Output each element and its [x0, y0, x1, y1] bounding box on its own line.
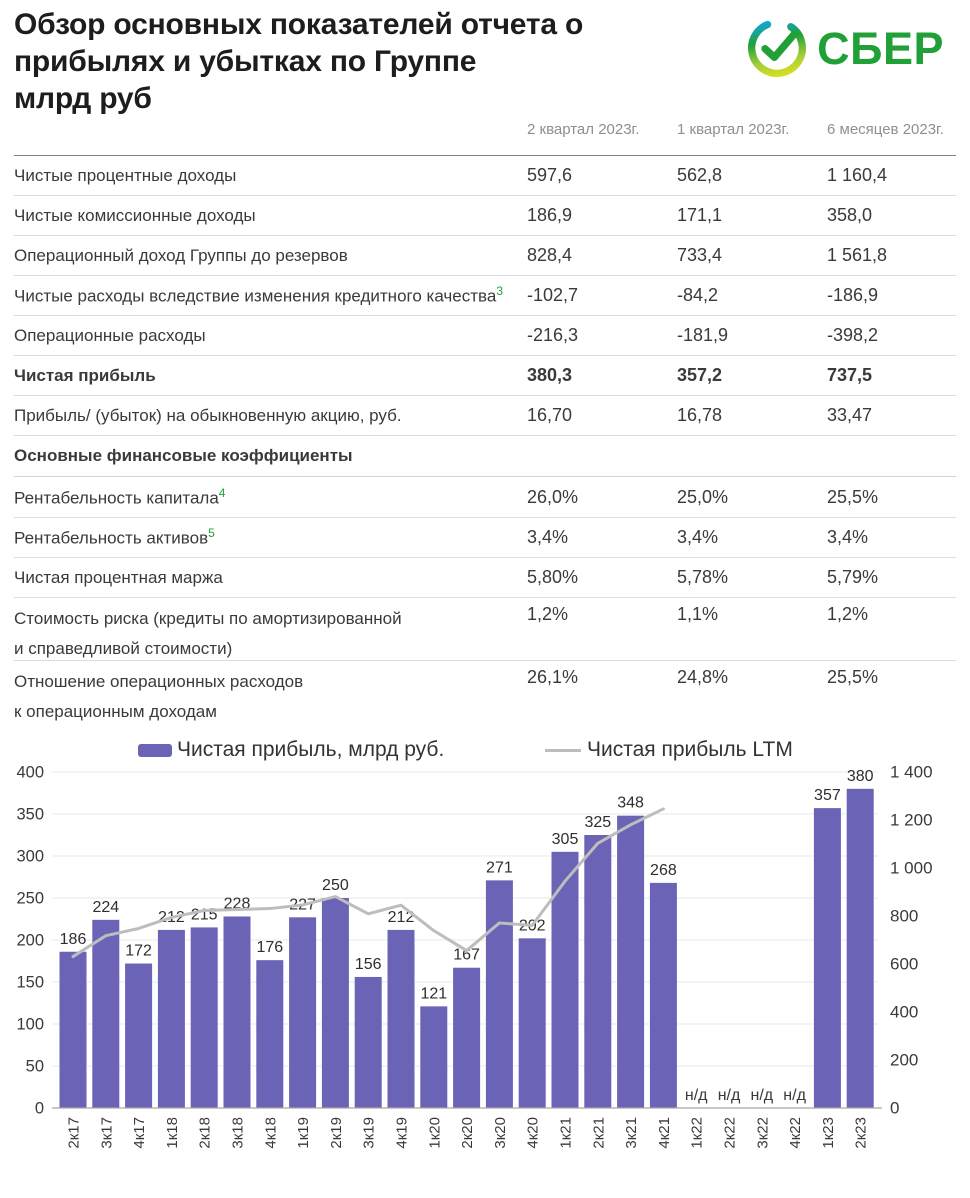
- footnote-marker: 5: [208, 526, 215, 541]
- x-axis-tick-label: 1к21: [557, 1117, 575, 1149]
- bar-value-label: 212: [387, 908, 415, 926]
- x-axis-tick-label: 2к20: [459, 1117, 477, 1149]
- bar: [847, 789, 874, 1108]
- row-label-text: Операционный доход Группы до резервов: [14, 245, 348, 265]
- x-axis-tick-label: 1к19: [295, 1117, 313, 1149]
- x-axis-tick-label: 1к20: [426, 1117, 444, 1149]
- cell-value-col1: 1,2%: [527, 604, 569, 624]
- bar-value-label: 325: [584, 814, 612, 831]
- legend-item-net-profit: [138, 738, 444, 762]
- row-label-text: Чистая процентная маржа: [14, 567, 223, 587]
- bar-value-label: 202: [518, 917, 546, 935]
- cell-value-col1: 828,4: [527, 245, 573, 265]
- x-axis-tick-label: 2к19: [327, 1117, 345, 1149]
- row-label-line1: Стоимость риска (кредиты по амортизированной: [14, 609, 402, 628]
- right-axis-tick-label: 400: [890, 1002, 919, 1022]
- cell-value-col1: 26,1%: [527, 667, 579, 687]
- bar-value-label: 228: [223, 895, 251, 913]
- bar-value-label: 348: [617, 794, 644, 812]
- legend-label-ltm: Чистая прибыль LTM: [587, 738, 793, 761]
- x-axis-tick-label: 4к21: [655, 1117, 673, 1149]
- x-axis-tick-label: 3к22: [754, 1117, 772, 1149]
- bar: [650, 883, 677, 1108]
- bar: [289, 917, 316, 1108]
- cell-value-col1: 186,9: [527, 205, 573, 225]
- bar: [388, 930, 415, 1108]
- bar-value-label: 167: [453, 946, 480, 964]
- bar-value-label: 176: [256, 939, 284, 957]
- cell-value-col2: 24,8%: [677, 667, 729, 687]
- line-swatch-icon: [545, 749, 581, 752]
- x-axis-tick-label: 4к19: [393, 1117, 411, 1149]
- legend-item-ltm: [545, 738, 793, 762]
- table-row: [14, 558, 956, 598]
- row-label: [14, 246, 527, 266]
- cell-value-col1: 16,70: [527, 405, 573, 425]
- page-title-line2: прибылях и убытках по Группе: [14, 45, 477, 78]
- row-label-text: Чистые комиссионные доходы: [14, 205, 256, 225]
- cell-value-col2: 357,2: [677, 365, 723, 385]
- right-axis-tick-label: 1 000: [890, 858, 933, 878]
- row-label: [14, 284, 527, 307]
- cell-value-col1: 3,4%: [527, 527, 569, 547]
- row-label: [14, 598, 527, 664]
- left-axis-tick-label: 100: [16, 1015, 44, 1034]
- footnote-marker: 4: [218, 486, 226, 501]
- cell-value-col1: 26,0%: [527, 487, 579, 507]
- cell-value-col2: 171,1: [677, 205, 723, 225]
- row-label-text: Чистые расходы вследствие изменения кредитного качества: [14, 286, 497, 306]
- x-axis-tick-label: 4к20: [524, 1117, 542, 1149]
- x-axis-tick-label: 2к21: [590, 1117, 608, 1149]
- sber-check-icon: [745, 16, 809, 80]
- bar-value-label: 121: [420, 985, 448, 1003]
- cell-value-col2: -181,9: [677, 325, 729, 345]
- row-label: [14, 326, 527, 346]
- cell-value-col3: 25,5%: [827, 667, 879, 687]
- cell-value-col3: 737,5: [827, 365, 873, 385]
- bar: [191, 927, 218, 1108]
- cell-value-col3: 3,4%: [827, 527, 869, 547]
- left-axis-tick-label: 200: [16, 931, 44, 950]
- chart-canvas: [0, 760, 970, 1198]
- left-axis-tick-label: 0: [34, 1099, 44, 1118]
- x-axis-tick-label: 2к22: [721, 1117, 739, 1149]
- cell-value-col2: 562,8: [677, 165, 723, 185]
- cell-value-col2: 16,78: [677, 405, 723, 425]
- page-title-line1: Обзор основных показателей отчета о: [14, 8, 584, 41]
- no-data-label: н/д: [717, 1087, 741, 1104]
- bar-value-label: 172: [125, 942, 152, 960]
- bar: [552, 852, 579, 1108]
- left-axis-tick-label: 400: [16, 763, 44, 782]
- left-axis-tick-label: 350: [16, 805, 44, 824]
- bar-value-label: 380: [846, 767, 874, 785]
- table-row: [14, 196, 956, 236]
- bar: [814, 808, 841, 1108]
- sber-logo-text: СБЕР: [817, 22, 944, 74]
- income-table: [14, 156, 956, 436]
- left-axis-tick-label: 250: [16, 889, 44, 908]
- no-data-label: н/д: [783, 1087, 806, 1104]
- row-label-text: Рентабельность капитала: [14, 488, 219, 508]
- row-label-text: Чистые процентные доходы: [14, 165, 237, 185]
- legend-label-net-profit: Чистая прибыль, млрд руб.: [177, 738, 445, 761]
- bar-value-label: 212: [158, 908, 185, 926]
- row-label: [14, 568, 527, 588]
- bar-value-label: 271: [486, 859, 513, 877]
- cell-value-col3: 33,47: [827, 405, 873, 425]
- right-axis-tick-label: 1 400: [890, 762, 933, 782]
- cell-value-col1: 5,80%: [527, 567, 579, 587]
- cell-value-col3: -398,2: [827, 325, 879, 345]
- row-label: [14, 661, 527, 727]
- left-axis-tick-label: 300: [16, 847, 44, 866]
- row-label-line1: Отношение операционных расходов: [14, 672, 304, 691]
- bar-value-label: 305: [551, 830, 579, 848]
- row-label: [14, 206, 527, 226]
- cell-value-col2: 733,4: [677, 245, 723, 265]
- bar-value-label: 227: [289, 896, 316, 914]
- cell-value-col2: 3,4%: [677, 527, 719, 547]
- x-axis-tick-label: 3к19: [360, 1117, 378, 1149]
- x-axis-tick-label: 3к18: [229, 1117, 247, 1149]
- x-axis-tick-label: 3к21: [623, 1117, 641, 1149]
- bar: [420, 1006, 447, 1108]
- cell-value-col1: -216,3: [527, 325, 579, 345]
- cell-value-col2: 5,78%: [677, 567, 729, 587]
- row-label-line2: и справедливой стоимости): [14, 639, 233, 658]
- right-axis-tick-label: 200: [890, 1050, 919, 1070]
- table-row: [14, 236, 956, 276]
- x-axis-tick-label: 3к17: [98, 1117, 116, 1149]
- bar: [60, 952, 87, 1108]
- bar: [224, 916, 251, 1108]
- x-axis-tick-label: 4к17: [131, 1117, 149, 1149]
- bar-value-label: 186: [59, 930, 87, 948]
- bar: [158, 930, 185, 1108]
- row-label-line2: к операционным доходам: [14, 702, 217, 721]
- column-header-6m-2023: 6 месяцев 2023г.: [827, 121, 944, 138]
- x-axis-tick-label: 1к22: [688, 1117, 706, 1149]
- cell-value-col3: -186,9: [827, 285, 879, 305]
- x-axis-tick-label: 4к18: [262, 1117, 280, 1149]
- bar-value-label: 215: [190, 906, 218, 924]
- page-title-line3: млрд руб: [14, 82, 152, 115]
- bar-value-label: 156: [354, 955, 382, 973]
- column-header-q2-2023: 2 квартал 2023г.: [527, 121, 640, 138]
- table-row: [14, 661, 956, 723]
- x-axis-tick-label: 1к23: [819, 1117, 837, 1149]
- bar-value-label: 268: [650, 861, 677, 879]
- no-data-label: н/д: [684, 1087, 708, 1104]
- x-axis-tick-label: 2к18: [196, 1117, 214, 1149]
- x-axis-tick-label: 2к23: [852, 1117, 870, 1149]
- bar: [584, 835, 611, 1108]
- bar: [453, 968, 480, 1108]
- cell-value-col3: 1 561,8: [827, 245, 888, 265]
- row-label: [14, 486, 527, 509]
- cell-value-col1: -102,7: [527, 285, 579, 305]
- bar: [92, 920, 119, 1108]
- row-label: [14, 366, 527, 386]
- row-label: [14, 166, 527, 186]
- row-label: [14, 526, 527, 549]
- right-axis-tick-label: 0: [890, 1098, 900, 1118]
- column-header-q1-2023: 1 квартал 2023г.: [677, 121, 790, 138]
- right-axis-tick-label: 1 200: [890, 810, 933, 830]
- cell-value-col3: 358,0: [827, 205, 873, 225]
- page-title: [14, 6, 583, 117]
- bar: [322, 898, 349, 1108]
- cell-value-col2: -84,2: [677, 285, 719, 305]
- x-axis-tick-label: 4к22: [787, 1117, 805, 1149]
- ratios-section-title: Основные финансовые коэффициенты: [14, 428, 956, 477]
- right-axis-tick-label: 600: [890, 954, 919, 974]
- table-row: [14, 156, 956, 196]
- cell-value-col3: 1 160,4: [827, 165, 888, 185]
- table-row: [14, 598, 956, 661]
- cell-value-col3: 1,2%: [827, 604, 869, 624]
- x-axis-tick-label: 2к17: [65, 1117, 83, 1149]
- row-label-text: Операционные расходы: [14, 325, 206, 345]
- bar: [486, 880, 513, 1108]
- cell-value-col2: 25,0%: [677, 487, 729, 507]
- cell-value-col2: 1,1%: [677, 604, 719, 624]
- table-row: [14, 276, 956, 316]
- footnote-marker: 3: [496, 284, 504, 299]
- sber-logo: [745, 16, 944, 80]
- right-axis-tick-label: 800: [890, 906, 919, 926]
- ratios-table: [14, 478, 956, 723]
- x-axis-tick-label: 3к20: [491, 1117, 509, 1149]
- table-row: [14, 518, 956, 558]
- bar: [256, 960, 283, 1108]
- bar: [519, 938, 546, 1108]
- table-row: [14, 316, 956, 356]
- cell-value-col3: 25,5%: [827, 487, 879, 507]
- table-row: [14, 356, 956, 396]
- row-label-text: Чистая прибыль: [14, 365, 156, 385]
- cell-value-col3: 5,79%: [827, 567, 879, 587]
- left-axis-tick-label: 50: [25, 1057, 44, 1076]
- cell-value-col1: 597,6: [527, 165, 573, 185]
- bar: [355, 977, 382, 1108]
- bar: [125, 964, 152, 1108]
- row-label: [14, 406, 527, 426]
- bar-value-label: 357: [814, 787, 841, 805]
- no-data-label: н/д: [750, 1087, 774, 1104]
- bar-value-label: 250: [322, 877, 349, 894]
- row-label-text: Прибыль/ (убыток) на обыкновенную акцию, руб.: [14, 405, 402, 425]
- table-row: [14, 478, 956, 518]
- bar: [617, 816, 644, 1108]
- left-axis-tick-label: 150: [16, 973, 44, 992]
- bar-swatch-icon: [138, 744, 172, 757]
- row-label-text: Рентабельность активов: [14, 528, 209, 548]
- x-axis-tick-label: 1к18: [163, 1117, 181, 1149]
- cell-value-col1: 380,3: [527, 365, 573, 385]
- bar-value-label: 224: [92, 898, 120, 916]
